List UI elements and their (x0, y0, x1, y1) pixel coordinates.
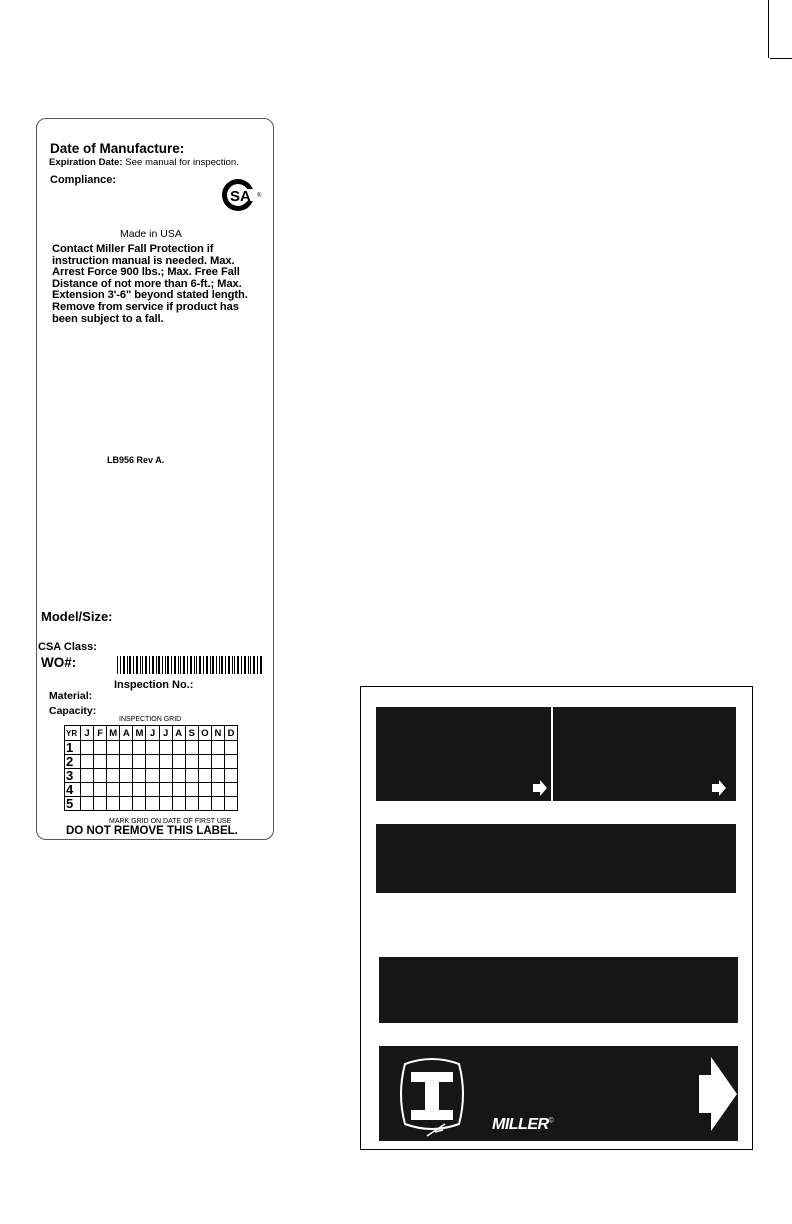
grid-header-cell: D (225, 726, 238, 741)
grid-year-cell: 3 (65, 769, 81, 783)
grid-cell[interactable] (185, 797, 198, 811)
grid-cell[interactable] (225, 741, 238, 755)
grid-year-cell: 4 (65, 783, 81, 797)
i-beam-icon (397, 1054, 467, 1138)
grid-cell[interactable] (81, 783, 94, 797)
brand-mark: © (548, 1117, 554, 1125)
grid-cell[interactable] (81, 797, 94, 811)
grid-cell[interactable] (81, 769, 94, 783)
grid-header-cell: A (120, 726, 133, 741)
arrow-right-icon (533, 780, 547, 796)
grid-cell[interactable] (159, 783, 172, 797)
grid-cell[interactable] (146, 755, 159, 769)
grid-header-cell: S (185, 726, 198, 741)
grid-cell[interactable] (81, 741, 94, 755)
grid-cell[interactable] (225, 769, 238, 783)
barcode-image (117, 656, 262, 674)
grid-cell[interactable] (107, 755, 120, 769)
registered-mark: ® (257, 193, 262, 199)
grid-cell[interactable] (159, 769, 172, 783)
grid-note: MARK GRID ON DATE OF FIRST USE (109, 818, 232, 825)
grid-cell[interactable] (120, 769, 133, 783)
grid-cell[interactable] (133, 741, 146, 755)
grid-cell[interactable] (225, 783, 238, 797)
grid-cell[interactable] (198, 797, 211, 811)
grid-row (65, 769, 238, 783)
grid-cell[interactable] (107, 783, 120, 797)
csa-logo-text: SA (230, 188, 251, 205)
arrow-right-icon (712, 780, 726, 796)
grid-cell[interactable] (146, 797, 159, 811)
grid-cell[interactable] (146, 741, 159, 755)
grid-cell[interactable] (94, 741, 107, 755)
grid-cell[interactable] (225, 797, 238, 811)
grid-cell[interactable] (211, 755, 224, 769)
expiration-value: See manual for inspection. (125, 157, 239, 168)
grid-cell[interactable] (133, 755, 146, 769)
grid-cell[interactable] (133, 783, 146, 797)
grid-cell[interactable] (211, 741, 224, 755)
grid-row (65, 783, 238, 797)
large-arrow-right-icon (699, 1057, 737, 1131)
csa-class-label: CSA Class: (38, 641, 97, 653)
grid-header-row (65, 726, 238, 741)
middle-panel (376, 824, 736, 893)
grid-cell[interactable] (107, 797, 120, 811)
warning-text: Contact Miller Fall Protection if instruction manual is needed. Max. Arrest Force 900 lbs.; Max. Free Fall Distance of not more than 6-ft.; Max. Extension 3'-6" beyond stated length. Remove from service if product has been subject to a fall. (52, 243, 248, 325)
grid-cell[interactable] (94, 797, 107, 811)
grid-cell[interactable] (172, 755, 185, 769)
grid-cell[interactable] (159, 741, 172, 755)
lower-panel (379, 957, 738, 1023)
grid-cell[interactable] (120, 741, 133, 755)
grid-cell[interactable] (211, 783, 224, 797)
material-label: Material: (49, 690, 93, 702)
top-right-panel (553, 707, 736, 801)
expiration-label: Expiration Date: (49, 157, 123, 168)
grid-cell[interactable] (172, 783, 185, 797)
made-in-text: Made in USA (120, 228, 182, 240)
grid-header-cell: M (133, 726, 146, 741)
top-left-panel (376, 707, 551, 801)
grid-header-cell: O (198, 726, 211, 741)
grid-cell[interactable] (133, 769, 146, 783)
grid-year-cell: 2 (65, 755, 81, 769)
grid-cell[interactable] (198, 741, 211, 755)
grid-header-cell: F (94, 726, 107, 741)
grid-header-cell: J (159, 726, 172, 741)
grid-cell[interactable] (146, 783, 159, 797)
grid-cell[interactable] (211, 769, 224, 783)
grid-cell[interactable] (107, 769, 120, 783)
grid-row (65, 741, 238, 755)
brand-name: MILLER (492, 1116, 549, 1133)
grid-cell[interactable] (211, 797, 224, 811)
grid-cell[interactable] (225, 755, 238, 769)
grid-year-cell: 5 (65, 797, 81, 811)
do-not-remove-text: DO NOT REMOVE THIS LABEL. (66, 825, 238, 837)
grid-cell[interactable] (120, 797, 133, 811)
compliance-label: Compliance: (50, 174, 117, 186)
model-size-label: Model/Size: (41, 609, 113, 624)
revision-text: LB956 Rev A. (107, 455, 165, 465)
grid-cell[interactable] (159, 797, 172, 811)
inspection-grid (64, 725, 238, 811)
grid-cell[interactable] (107, 741, 120, 755)
grid-cell[interactable] (198, 755, 211, 769)
grid-header-cell: YR (65, 726, 81, 741)
grid-cell[interactable] (185, 741, 198, 755)
grid-cell[interactable] (185, 755, 198, 769)
crop-mark (768, 0, 769, 58)
wo-label: WO#: (41, 655, 77, 670)
expiration-line (49, 157, 239, 168)
grid-cell[interactable] (198, 769, 211, 783)
grid-title: INSPECTION GRID (119, 716, 182, 723)
crop-mark (770, 58, 792, 59)
grid-cell[interactable] (120, 783, 133, 797)
grid-header-cell: J (146, 726, 159, 741)
grid-cell[interactable] (120, 755, 133, 769)
grid-header-cell: J (81, 726, 94, 741)
grid-cell[interactable] (198, 783, 211, 797)
grid-row (65, 797, 238, 811)
grid-year-cell: 1 (65, 741, 81, 755)
grid-cell[interactable] (185, 769, 198, 783)
grid-cell[interactable] (159, 755, 172, 769)
csa-logo-icon (221, 177, 265, 215)
date-of-manufacture-label: Date of Manufacture: (50, 141, 185, 156)
grid-cell[interactable] (185, 783, 198, 797)
inspection-no-label: Inspection No.: (114, 679, 194, 691)
grid-cell[interactable] (172, 741, 185, 755)
grid-cell[interactable] (146, 769, 159, 783)
grid-cell[interactable] (94, 755, 107, 769)
grid-cell[interactable] (81, 755, 94, 769)
label-backing-sheet (360, 686, 753, 1150)
grid-header-cell: A (172, 726, 185, 741)
grid-cell[interactable] (94, 769, 107, 783)
grid-header-cell: N (211, 726, 224, 741)
grid-cell[interactable] (172, 797, 185, 811)
grid-header-cell: M (107, 726, 120, 741)
grid-cell[interactable] (94, 783, 107, 797)
brand-panel (379, 1046, 738, 1141)
capacity-label: Capacity: (49, 705, 97, 717)
grid-cell[interactable] (133, 797, 146, 811)
grid-cell[interactable] (172, 769, 185, 783)
grid-row (65, 755, 238, 769)
brand-logo (492, 1116, 553, 1134)
product-label (36, 118, 274, 840)
